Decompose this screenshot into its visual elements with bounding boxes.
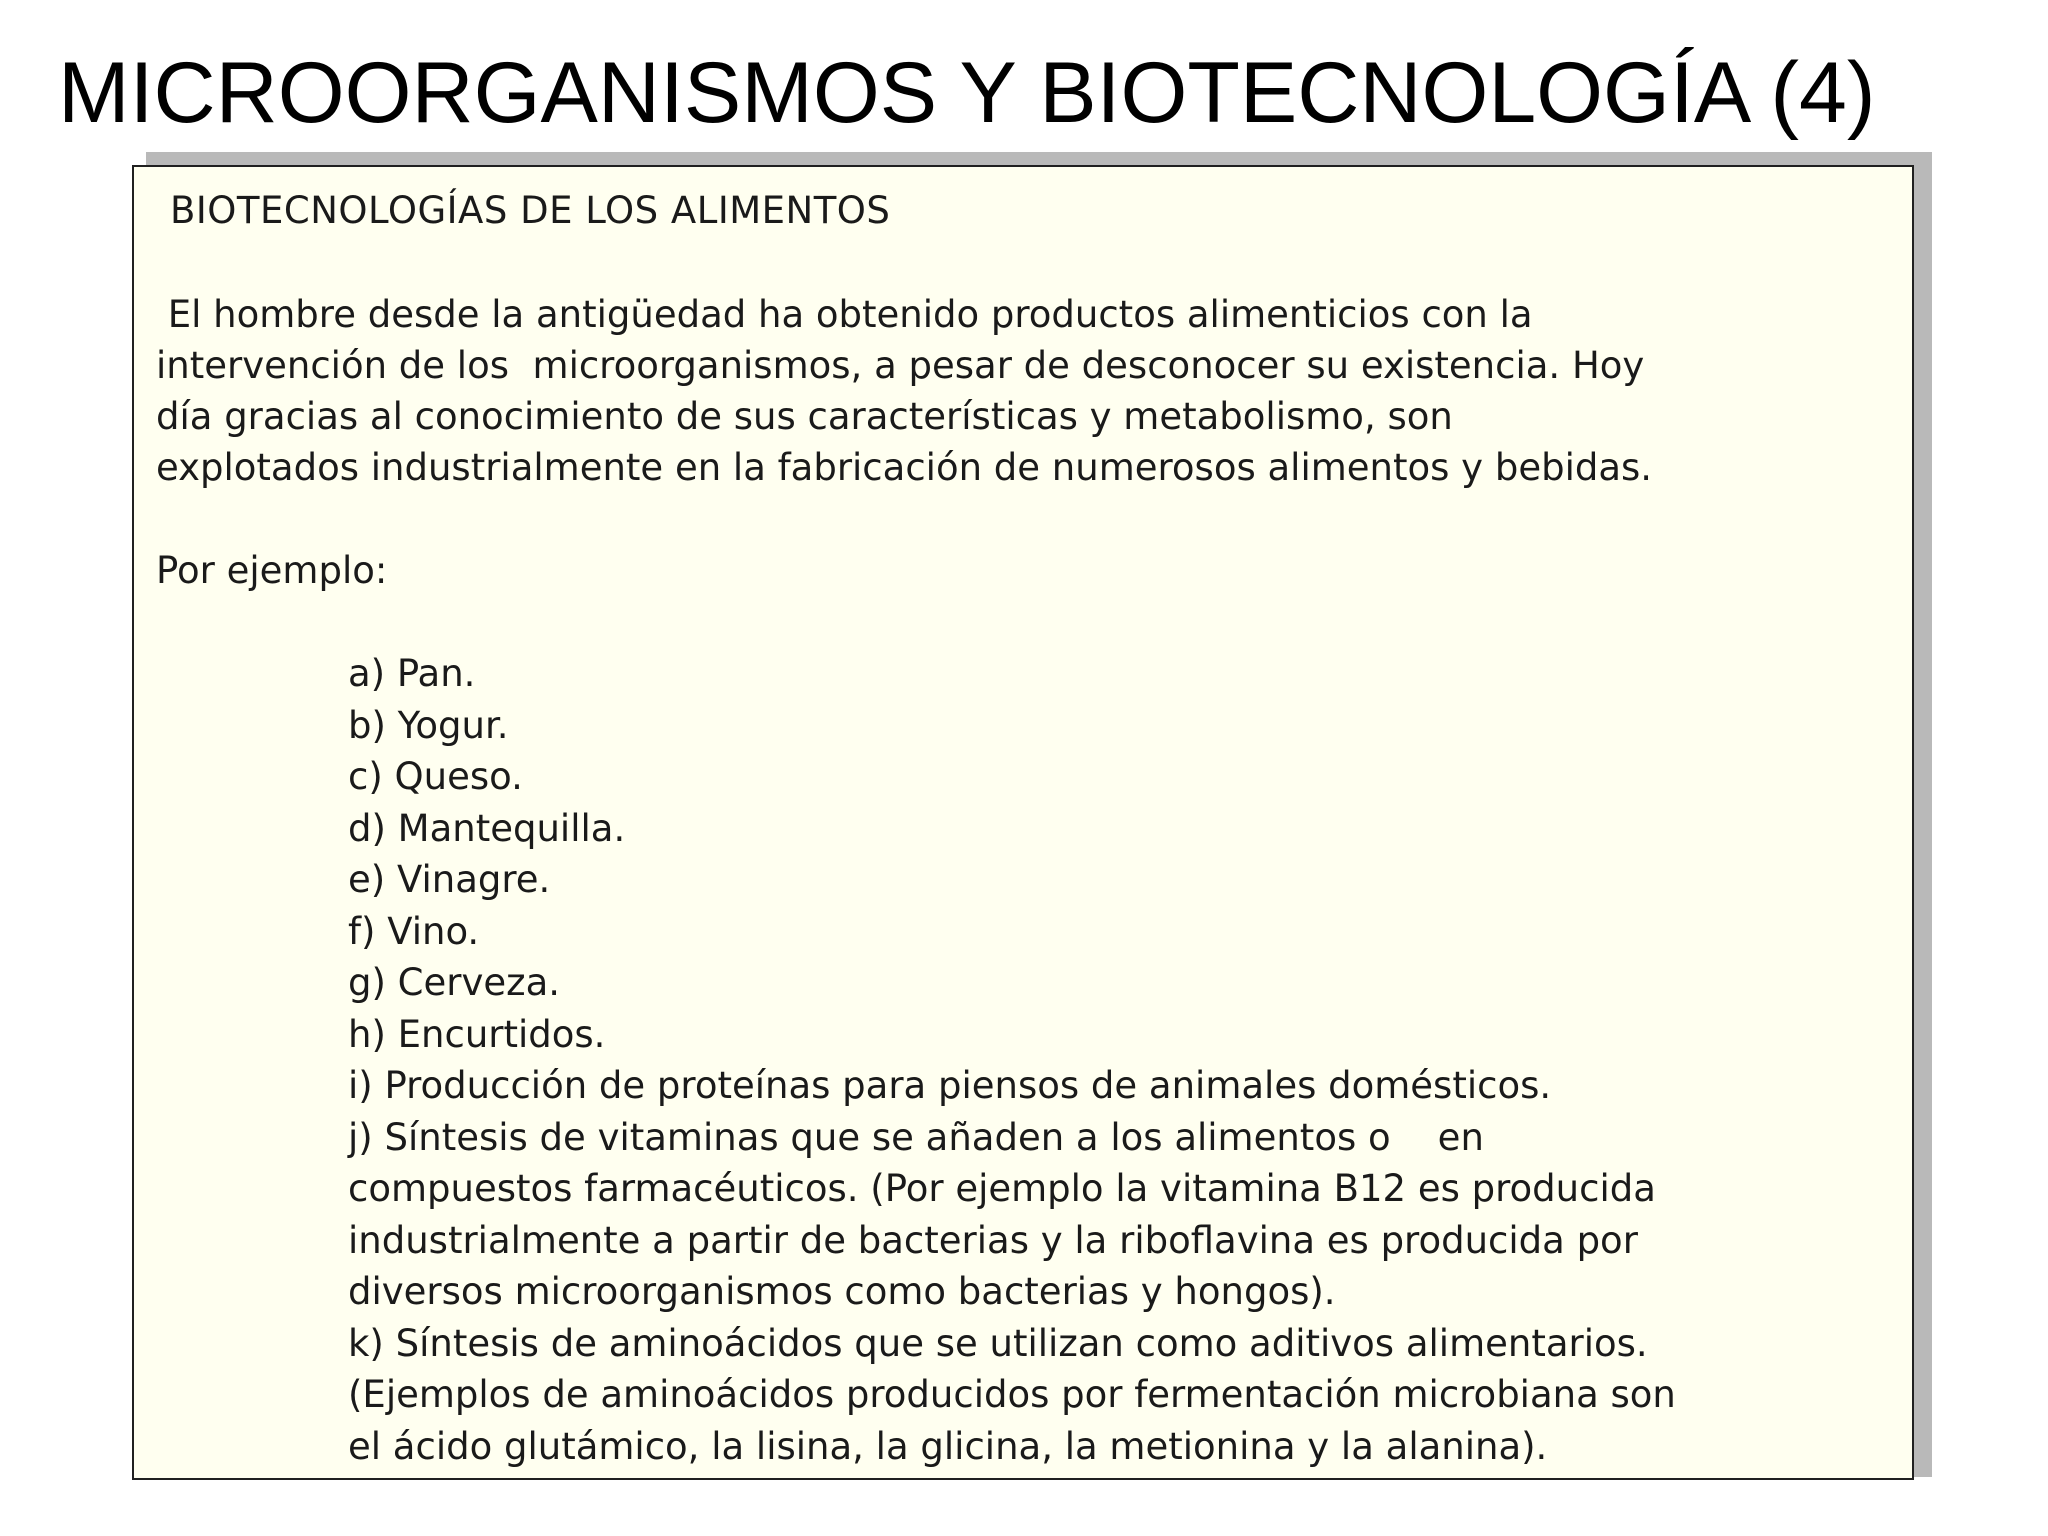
list-item — [348, 854, 1892, 906]
example-list — [156, 648, 1892, 1472]
list-item-line: g) Cerveza. — [348, 961, 561, 1004]
content-panel — [132, 165, 1914, 1480]
list-item-line: k) Síntesis de aminoácidos que se utilizan como aditivos alimentarios. — [348, 1321, 1648, 1365]
list-item — [348, 751, 1892, 803]
list-item — [348, 906, 1892, 958]
list-item-line: c) Queso. — [348, 755, 523, 798]
list-item-line: e) Vinagre. — [348, 858, 551, 901]
list-item — [348, 1318, 1892, 1473]
list-item — [348, 648, 1892, 700]
list-item-line: compuestos farmacéuticos. (Por ejemplo la vitamina B12 es producida — [348, 1167, 1656, 1210]
panel-content — [156, 185, 1892, 1472]
panel-heading: BIOTECNOLOGÍAS DE LOS ALIMENTOS — [170, 189, 891, 232]
example-label: Por ejemplo: — [156, 549, 388, 592]
list-item-line: (Ejemplos de aminoácidos producidos por fermentación microbiana son — [348, 1373, 1676, 1416]
list-item — [348, 957, 1892, 1009]
list-item-line: i) Producción de proteínas para piensos de animales domésticos. — [348, 1064, 1552, 1107]
list-item-line: j) Síntesis de vitaminas que se añaden a los alimentos o en — [348, 1115, 1484, 1159]
list-item — [348, 700, 1892, 752]
list-item-line: diversos microorganismos como bacterias y hongos). — [348, 1270, 1336, 1313]
list-item — [348, 1060, 1892, 1112]
list-item-line: f) Vino. — [348, 909, 480, 953]
list-item-line: d) Mantequilla. — [348, 806, 626, 850]
list-item-line: industrialmente a partir de bacterias y la riboflavina es producida por — [348, 1218, 1638, 1262]
list-item-line: h) Encurtidos. — [348, 1012, 606, 1056]
intro-paragraph — [156, 289, 1892, 493]
intro-line: día gracias al conocimiento de sus características y metabolismo, son — [156, 395, 1453, 438]
list-item — [348, 1009, 1892, 1061]
slide-title: MICROORGANISMOS Y BIOTECNOLOGÍA (4) — [58, 45, 1876, 141]
list-item — [348, 1112, 1892, 1318]
intro-line: El hombre desde la antigüedad ha obtenido productos alimenticios con la — [156, 293, 1533, 336]
intro-line: explotados industrialmente en la fabricación de numerosos alimentos y bebidas. — [156, 446, 1653, 489]
list-item-line: b) Yogur. — [348, 703, 509, 747]
intro-line: intervención de los microorganismos, a pesar de desconocer su existencia. Hoy — [156, 344, 1645, 387]
list-item — [348, 803, 1892, 855]
list-item-line: a) Pan. — [348, 652, 476, 695]
list-item-line: el ácido glutámico, la lisina, la glicina, la metionina y la alanina). — [348, 1424, 1548, 1468]
